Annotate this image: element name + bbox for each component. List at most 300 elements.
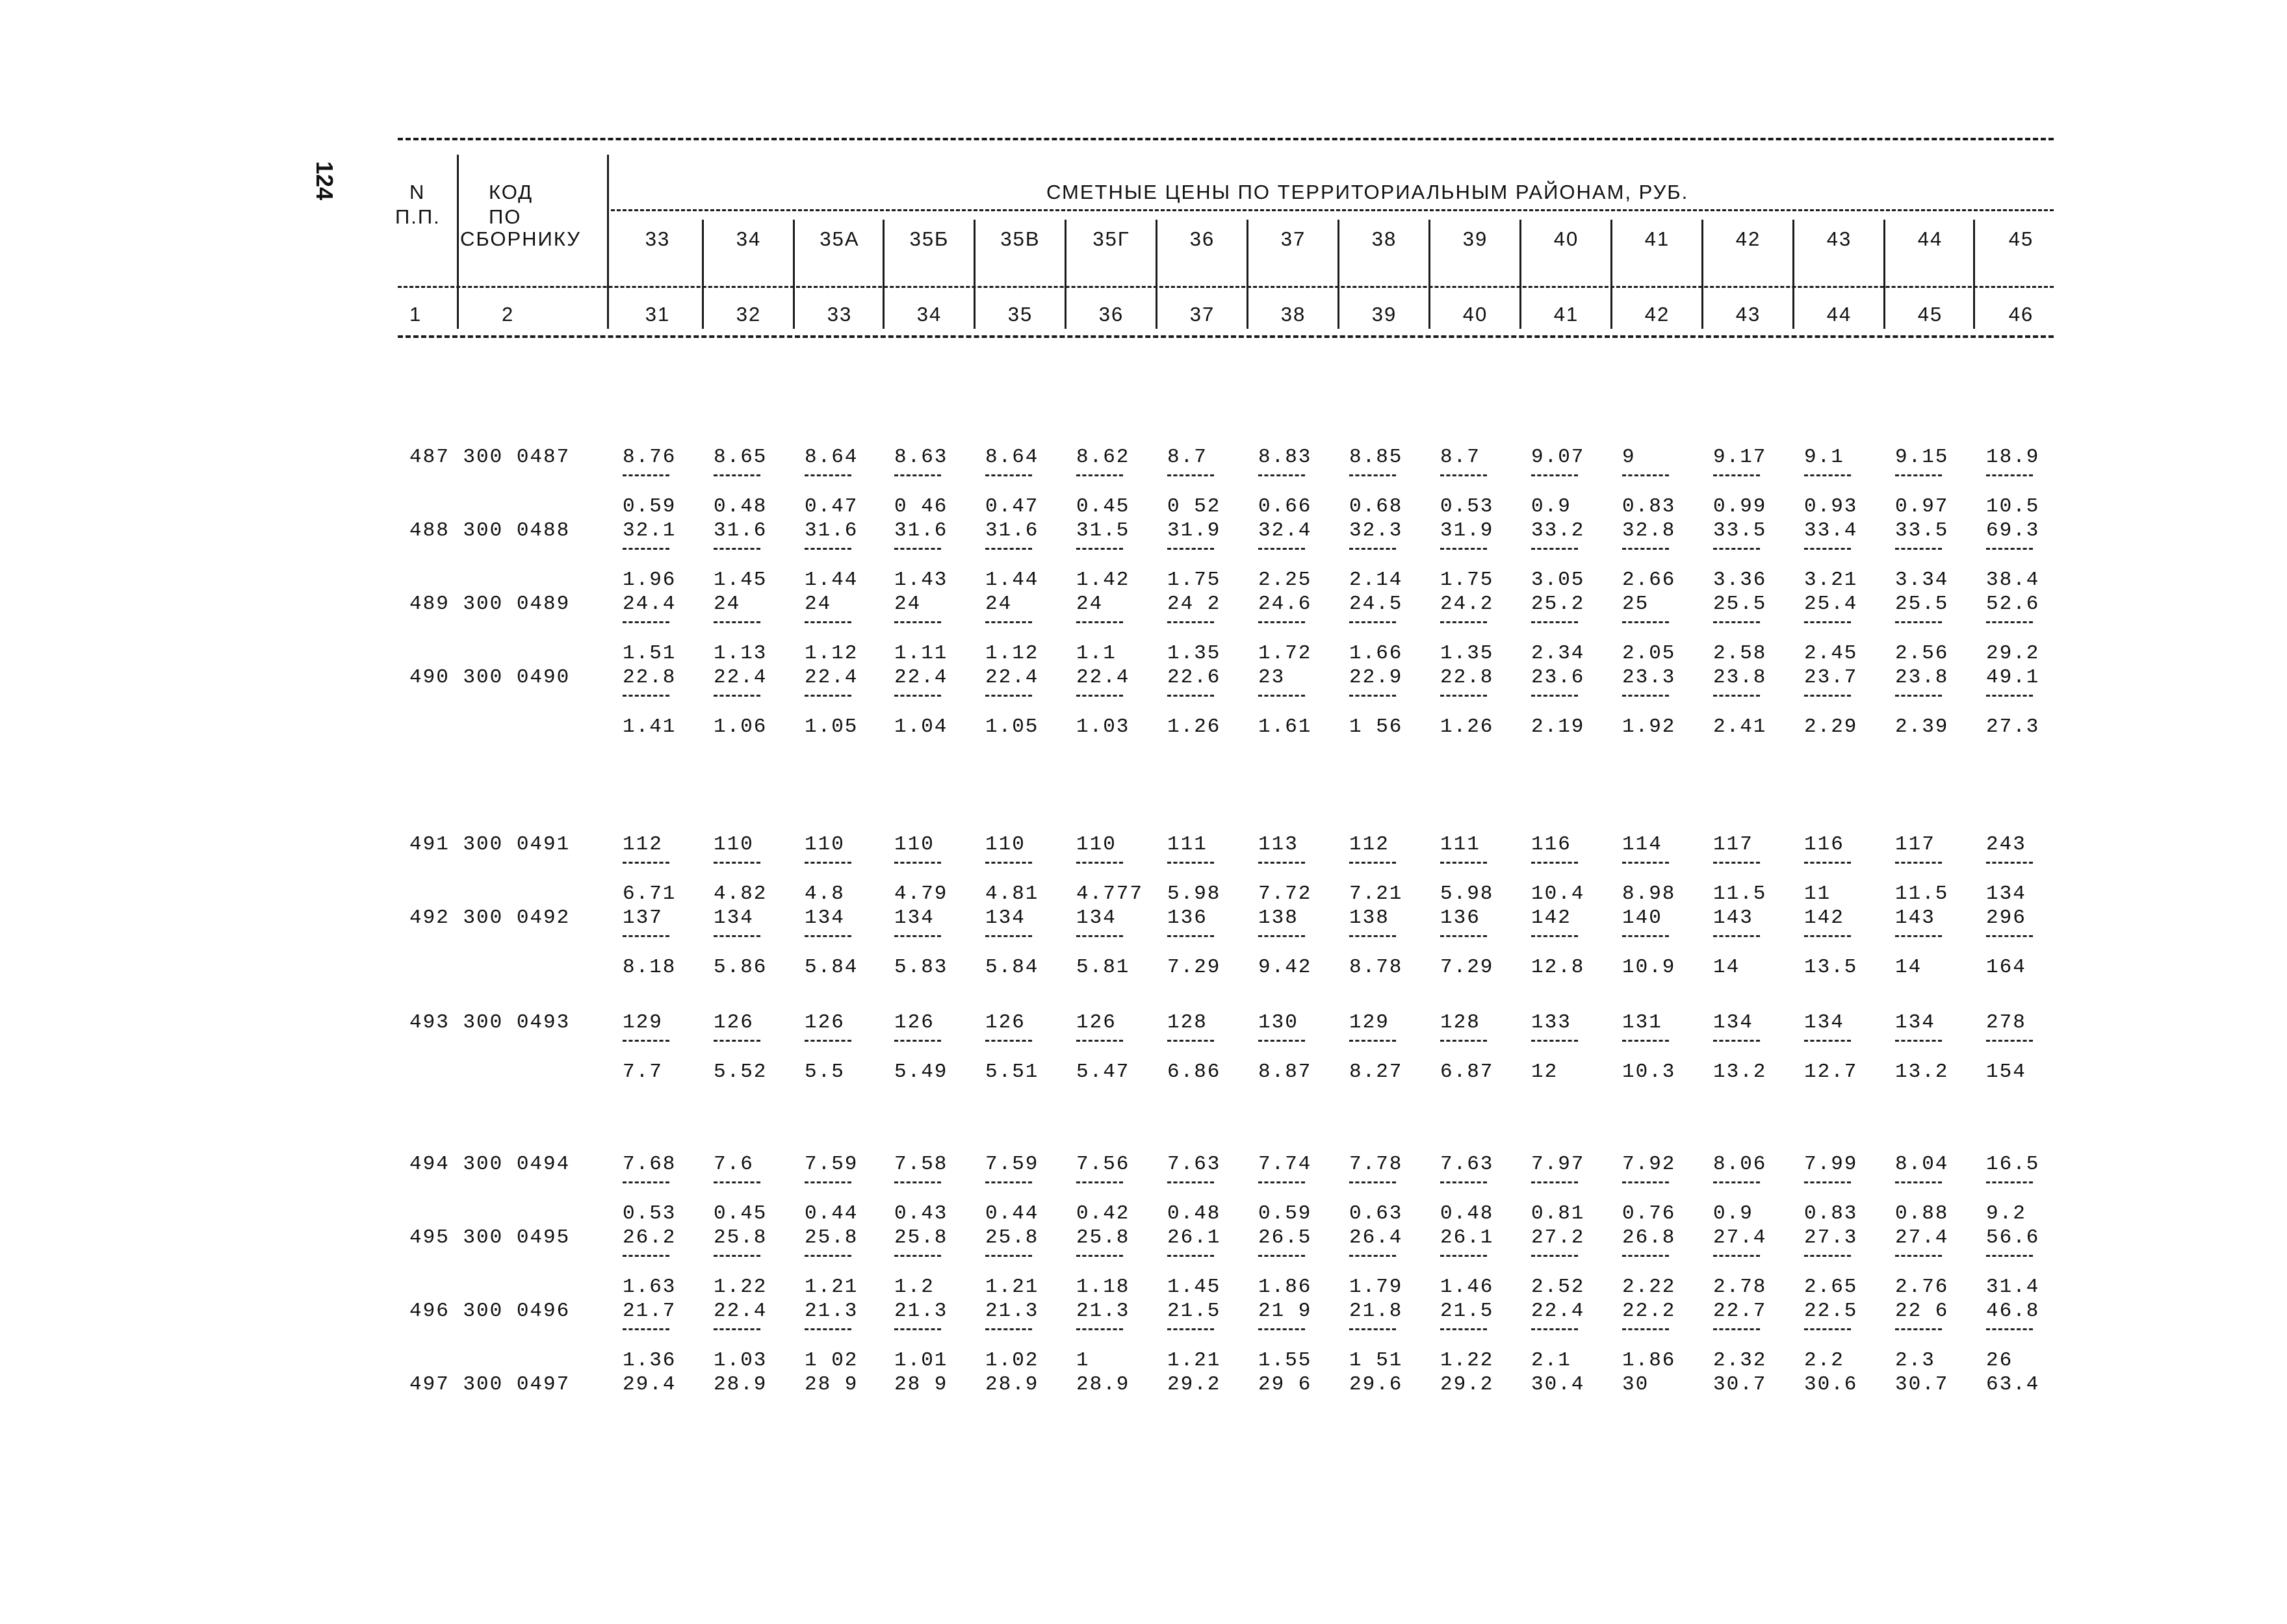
price-value: 49.1 (1986, 666, 2040, 689)
fraction-bar (1804, 935, 1851, 937)
fraction-bar (985, 862, 1032, 864)
fraction-bar (1258, 1040, 1305, 1042)
fraction-bar (1440, 548, 1487, 550)
price-value: 18.9 (1986, 446, 2040, 469)
price-value: 5.98 (1167, 883, 1221, 905)
district-header: 39 (1462, 227, 1488, 250)
price-value: 27.3 (1804, 1226, 1858, 1249)
price-value: 31.6 (985, 519, 1039, 542)
price-value: 5.98 (1440, 883, 1494, 905)
price-value: 116 (1531, 833, 1571, 856)
price-value: 31.6 (805, 519, 859, 542)
price-value: 5.51 (985, 1061, 1039, 1083)
fraction-bar (1076, 935, 1123, 937)
price-value: 1.45 (714, 569, 768, 591)
price-value: 0.59 (1258, 1202, 1312, 1225)
index-cell: 37 (1189, 303, 1215, 326)
fraction-bar (1986, 935, 2033, 937)
price-value: 1.79 (1349, 1276, 1403, 1298)
price-value: 134 (1986, 883, 2026, 905)
price-value: 32.3 (1349, 519, 1403, 542)
fraction-bar (894, 862, 941, 864)
price-value: 31.5 (1076, 519, 1130, 542)
price-value: 8.7 (1440, 446, 1480, 469)
fraction-bar (894, 1181, 941, 1183)
price-value: 23 (1258, 666, 1286, 689)
price-value: 25.8 (714, 1226, 768, 1249)
price-value: 7.72 (1258, 883, 1312, 905)
header-sep-np (457, 155, 459, 329)
price-value: 296 (1986, 907, 2026, 929)
fraction-bar (623, 474, 669, 476)
fraction-bar (1986, 621, 2033, 623)
district-header: 38 (1371, 227, 1397, 250)
price-value: 1.46 (1440, 1276, 1494, 1298)
price-value: 134 (1895, 1011, 1935, 1034)
price-value: 2.25 (1258, 569, 1312, 591)
price-value: 21.5 (1440, 1300, 1494, 1322)
price-value: 0.68 (1349, 495, 1403, 518)
price-value: 23.8 (1895, 666, 1949, 689)
index-cell: 46 (2008, 303, 2034, 326)
district-header: 36 (1189, 227, 1215, 250)
fraction-bar (1076, 1181, 1123, 1183)
fraction-bar (1622, 1181, 1669, 1183)
price-value: 111 (1440, 833, 1480, 856)
price-value: 16.5 (1986, 1153, 2040, 1176)
row-code: 490 300 0490 (409, 666, 571, 689)
price-value: 131 (1622, 1011, 1662, 1034)
price-value: 1.02 (985, 1349, 1039, 1372)
fraction-bar (894, 1255, 941, 1257)
fraction-bar (1531, 1040, 1578, 1042)
fraction-bar (1167, 1328, 1214, 1330)
price-value: 7.78 (1349, 1153, 1403, 1176)
price-value: 1.21 (1167, 1349, 1221, 1372)
price-value: 22.2 (1622, 1300, 1676, 1322)
row-code: 496 300 0496 (409, 1300, 571, 1322)
price-value: 8.04 (1895, 1153, 1949, 1176)
header-top-rule (398, 138, 2054, 140)
price-value: 112 (623, 833, 663, 856)
price-value: 30 (1622, 1373, 1649, 1396)
price-value: 130 (1258, 1011, 1299, 1034)
price-value: 21 9 (1258, 1300, 1312, 1322)
index-cell: 40 (1462, 303, 1488, 326)
price-value: 7.58 (894, 1153, 948, 1176)
price-value: 26.1 (1440, 1226, 1494, 1249)
price-value: 8.78 (1349, 956, 1403, 979)
price-value: 32.1 (623, 519, 677, 542)
district-header: 41 (1644, 227, 1670, 250)
price-value: 33.4 (1804, 519, 1858, 542)
price-value: 28 9 (805, 1373, 859, 1396)
fraction-bar (1804, 862, 1851, 864)
price-value: 1.12 (985, 642, 1039, 665)
fraction-bar (1622, 862, 1669, 864)
price-value: 22.4 (985, 666, 1039, 689)
price-value: 0.83 (1622, 495, 1676, 518)
price-value: 126 (894, 1011, 935, 1034)
price-value: 7.92 (1622, 1153, 1676, 1176)
price-value: 21.8 (1349, 1300, 1403, 1322)
price-value: 1.41 (623, 715, 677, 738)
index-cell: 42 (1644, 303, 1670, 326)
price-value: 29.2 (1986, 642, 2040, 665)
fraction-bar (1258, 474, 1305, 476)
price-value: 143 (1713, 907, 1753, 929)
fraction-bar (1076, 695, 1123, 697)
index-cell: 2 (502, 303, 515, 326)
price-value: 12.7 (1804, 1061, 1858, 1083)
price-value: 1.66 (1349, 642, 1403, 665)
col-np-label-1: N (409, 181, 426, 203)
price-value: 0.48 (1440, 1202, 1494, 1225)
price-value: 5.83 (894, 956, 948, 979)
price-value: 134 (894, 907, 935, 929)
header-sep-col-8 (1337, 220, 1339, 329)
price-value: 137 (623, 907, 663, 929)
fraction-bar (1895, 1040, 1942, 1042)
price-value: 21.3 (805, 1300, 859, 1322)
price-value: 24 (985, 593, 1013, 615)
fraction-bar (1531, 935, 1578, 937)
price-value: 8.62 (1076, 446, 1130, 469)
fraction-bar (714, 474, 760, 476)
price-value: 27.3 (1986, 715, 2040, 738)
fraction-bar (1167, 862, 1214, 864)
price-value: 5.86 (714, 956, 768, 979)
price-value: 9.07 (1531, 446, 1585, 469)
price-value: 3.21 (1804, 569, 1858, 591)
price-value: 2.34 (1531, 642, 1585, 665)
row-code: 492 300 0492 (409, 907, 571, 929)
fraction-bar (1622, 1040, 1669, 1042)
fraction-bar (1258, 1255, 1305, 1257)
fraction-bar (1258, 695, 1305, 697)
price-value: 0.88 (1895, 1202, 1949, 1225)
price-value: 0.48 (1167, 1202, 1221, 1225)
row-code: 493 300 0493 (409, 1011, 571, 1034)
price-value: 1 (1076, 1349, 1090, 1372)
price-value: 22.4 (714, 1300, 768, 1322)
price-value: 1.35 (1167, 642, 1221, 665)
price-value: 110 (985, 833, 1026, 856)
price-value: 0.59 (623, 495, 677, 518)
price-value: 21.3 (985, 1300, 1039, 1322)
price-value: 22.4 (1076, 666, 1130, 689)
price-value: 5.47 (1076, 1061, 1130, 1083)
price-value: 11.5 (1713, 883, 1767, 905)
price-value: 128 (1440, 1011, 1480, 1034)
fraction-bar (1167, 621, 1214, 623)
price-value: 126 (985, 1011, 1026, 1034)
price-value: 0 46 (894, 495, 948, 518)
fraction-bar (805, 1255, 851, 1257)
price-value: 1.75 (1440, 569, 1494, 591)
price-value: 14 (1895, 956, 1922, 979)
price-value: 0.81 (1531, 1202, 1585, 1225)
price-value: 1.44 (805, 569, 859, 591)
price-value: 7.99 (1804, 1153, 1858, 1176)
fraction-bar (1167, 695, 1214, 697)
price-value: 26.5 (1258, 1226, 1312, 1249)
price-value: 126 (714, 1011, 754, 1034)
price-value: 24.5 (1349, 593, 1403, 615)
fraction-bar (985, 548, 1032, 550)
index-cell: 39 (1371, 303, 1397, 326)
price-value: 0.43 (894, 1202, 948, 1225)
price-value: 25.4 (1804, 593, 1858, 615)
price-value: 46.8 (1986, 1300, 2040, 1322)
price-value: 0.66 (1258, 495, 1312, 518)
price-value: 154 (1986, 1061, 2026, 1083)
fraction-bar (805, 621, 851, 623)
price-value: 3.34 (1895, 569, 1949, 591)
price-value: 2.1 (1531, 1349, 1571, 1372)
fraction-bar (985, 695, 1032, 697)
fraction-bar (623, 1181, 669, 1183)
price-value: 24 (894, 593, 922, 615)
price-value: 110 (1076, 833, 1117, 856)
price-value: 117 (1895, 833, 1935, 856)
fraction-bar (1804, 1255, 1851, 1257)
price-value: 22.4 (714, 666, 768, 689)
price-value: 29.4 (623, 1373, 677, 1396)
price-value: 31.6 (714, 519, 768, 542)
fraction-bar (1713, 1255, 1760, 1257)
fraction-bar (1713, 695, 1760, 697)
header-sep-col-7 (1247, 220, 1248, 329)
fraction-bar (1531, 1255, 1578, 1257)
header-sep-col-10 (1519, 220, 1521, 329)
price-value: 1.18 (1076, 1276, 1130, 1298)
price-value: 8.64 (805, 446, 859, 469)
fraction-bar (1986, 1040, 2033, 1042)
fraction-bar (623, 1328, 669, 1330)
fraction-bar (1986, 548, 2033, 550)
fraction-bar (1440, 862, 1487, 864)
price-value: 2.3 (1895, 1349, 1935, 1372)
header-sep-code (607, 155, 609, 329)
price-value: 1.04 (894, 715, 948, 738)
fraction-bar (1440, 1255, 1487, 1257)
col-code-label-2: ПО (489, 205, 522, 228)
price-value: 8.76 (623, 446, 677, 469)
price-value: 22 6 (1895, 1300, 1949, 1322)
price-value: 3.05 (1531, 569, 1585, 591)
price-value: 31.9 (1440, 519, 1494, 542)
price-value: 2.22 (1622, 1276, 1676, 1298)
price-value: 30.6 (1804, 1373, 1858, 1396)
fraction-bar (1895, 548, 1942, 550)
price-value: 5.81 (1076, 956, 1130, 979)
price-value: 12 (1531, 1061, 1558, 1083)
fraction-bar (1986, 695, 2033, 697)
fraction-bar (985, 621, 1032, 623)
price-value: 5.49 (894, 1061, 948, 1083)
header-sep-col-9 (1428, 220, 1430, 329)
price-value: 1.42 (1076, 569, 1130, 591)
price-value: 24 (1076, 593, 1104, 615)
price-value: 113 (1258, 833, 1299, 856)
price-value: 9.2 (1986, 1202, 2026, 1225)
price-value: 24.4 (623, 593, 677, 615)
price-value: 13.2 (1895, 1061, 1949, 1083)
fraction-bar (1440, 621, 1487, 623)
fraction-bar (1167, 935, 1214, 937)
fraction-bar (985, 1040, 1032, 1042)
price-value: 1.55 (1258, 1349, 1312, 1372)
price-value: 1 02 (805, 1349, 859, 1372)
fraction-bar (1622, 935, 1669, 937)
fraction-bar (1804, 695, 1851, 697)
price-value: 138 (1349, 907, 1389, 929)
price-value: 5.84 (805, 956, 859, 979)
price-value: 133 (1531, 1011, 1571, 1034)
row-code: 491 300 0491 (409, 833, 571, 856)
price-value: 6.86 (1167, 1061, 1221, 1083)
price-value: 31.9 (1167, 519, 1221, 542)
price-value: 2.76 (1895, 1276, 1949, 1298)
fraction-bar (1349, 474, 1396, 476)
price-value: 8.98 (1622, 883, 1676, 905)
price-value: 2.29 (1804, 715, 1858, 738)
price-value: 1.92 (1622, 715, 1676, 738)
fraction-bar (985, 1328, 1032, 1330)
index-cell: 41 (1553, 303, 1579, 326)
price-value: 8.27 (1349, 1061, 1403, 1083)
price-value: 1.35 (1440, 642, 1494, 665)
price-value: 25.5 (1895, 593, 1949, 615)
price-value: 21.3 (1076, 1300, 1130, 1322)
header-sep-col-12 (1701, 220, 1703, 329)
price-value: 25.8 (805, 1226, 859, 1249)
price-value: 142 (1804, 907, 1844, 929)
price-value: 25 (1622, 593, 1649, 615)
price-value: 69.3 (1986, 519, 2040, 542)
price-value: 110 (714, 833, 754, 856)
price-value: 26.2 (623, 1226, 677, 1249)
fraction-bar (1622, 1328, 1669, 1330)
fraction-bar (1349, 1181, 1396, 1183)
row-code: 494 300 0494 (409, 1153, 571, 1176)
price-value: 140 (1622, 907, 1662, 929)
fraction-bar (1531, 1328, 1578, 1330)
price-value: 1.61 (1258, 715, 1312, 738)
page-number: 124 (311, 161, 338, 201)
price-value: 1.51 (623, 642, 677, 665)
district-header: 35А (820, 227, 860, 250)
fraction-bar (1713, 1040, 1760, 1042)
fraction-bar (714, 862, 760, 864)
index-cell: 33 (827, 303, 853, 326)
price-value: 7.29 (1440, 956, 1494, 979)
price-value: 8.06 (1713, 1153, 1767, 1176)
fraction-bar (1167, 474, 1214, 476)
price-value: 10.4 (1531, 883, 1585, 905)
price-value: 10.5 (1986, 495, 2040, 518)
price-value: 129 (1349, 1011, 1389, 1034)
price-value: 7.7 (623, 1061, 663, 1083)
price-value: 0.44 (805, 1202, 859, 1225)
price-value: 134 (805, 907, 845, 929)
fraction-bar (623, 548, 669, 550)
fraction-bar (1713, 474, 1760, 476)
price-value: 5.5 (805, 1061, 845, 1083)
price-value: 24.6 (1258, 593, 1312, 615)
fraction-bar (714, 1255, 760, 1257)
price-value: 9.42 (1258, 956, 1312, 979)
price-value: 8.83 (1258, 446, 1312, 469)
price-value: 5.84 (985, 956, 1039, 979)
fraction-bar (1349, 1255, 1396, 1257)
price-value: 117 (1713, 833, 1753, 856)
price-value: 21.5 (1167, 1300, 1221, 1322)
price-value: 0.63 (1349, 1202, 1403, 1225)
fraction-bar (1713, 935, 1760, 937)
fraction-bar (1895, 935, 1942, 937)
price-value: 27.4 (1713, 1226, 1767, 1249)
price-value: 1.13 (714, 642, 768, 665)
price-value: 4.81 (985, 883, 1039, 905)
price-value: 25.8 (1076, 1226, 1130, 1249)
price-value: 7.59 (805, 1153, 859, 1176)
price-value: 1.05 (805, 715, 859, 738)
price-value: 0.45 (1076, 495, 1130, 518)
fraction-bar (985, 1181, 1032, 1183)
price-value: 13.5 (1804, 956, 1858, 979)
price-value: 7.6 (714, 1153, 754, 1176)
price-value: 11.5 (1895, 883, 1949, 905)
fraction-bar (1258, 1181, 1305, 1183)
price-value: 3.36 (1713, 569, 1767, 591)
fraction-bar (894, 1040, 941, 1042)
col-code-label-1: КОД (489, 181, 534, 203)
price-value: 0.9 (1531, 495, 1571, 518)
price-value: 26.1 (1167, 1226, 1221, 1249)
price-value: 23.8 (1713, 666, 1767, 689)
price-value: 1.11 (894, 642, 948, 665)
price-value: 22.6 (1167, 666, 1221, 689)
fraction-bar (1986, 862, 2033, 864)
fraction-bar (1076, 1040, 1123, 1042)
fraction-bar (985, 935, 1032, 937)
price-value: 136 (1167, 907, 1208, 929)
price-value: 9.17 (1713, 446, 1767, 469)
price-value: 21.7 (623, 1300, 677, 1322)
price-value: 4.777 (1076, 883, 1144, 905)
fraction-bar (1895, 695, 1942, 697)
price-value: 1.06 (714, 715, 768, 738)
price-value: 1 51 (1349, 1349, 1403, 1372)
fraction-bar (1622, 695, 1669, 697)
price-value: 0.47 (985, 495, 1039, 518)
index-cell: 43 (1735, 303, 1761, 326)
fraction-bar (1986, 1255, 2033, 1257)
fraction-bar (1622, 548, 1669, 550)
price-value: 2.78 (1713, 1276, 1767, 1298)
price-value: 134 (1713, 1011, 1753, 1034)
price-value: 112 (1349, 833, 1389, 856)
price-value: 24 (805, 593, 832, 615)
row-code: 488 300 0488 (409, 519, 571, 542)
price-value: 114 (1622, 833, 1662, 856)
fraction-bar (805, 1181, 851, 1183)
price-value: 1.36 (623, 1349, 677, 1372)
price-value: 2.19 (1531, 715, 1585, 738)
fraction-bar (805, 695, 851, 697)
